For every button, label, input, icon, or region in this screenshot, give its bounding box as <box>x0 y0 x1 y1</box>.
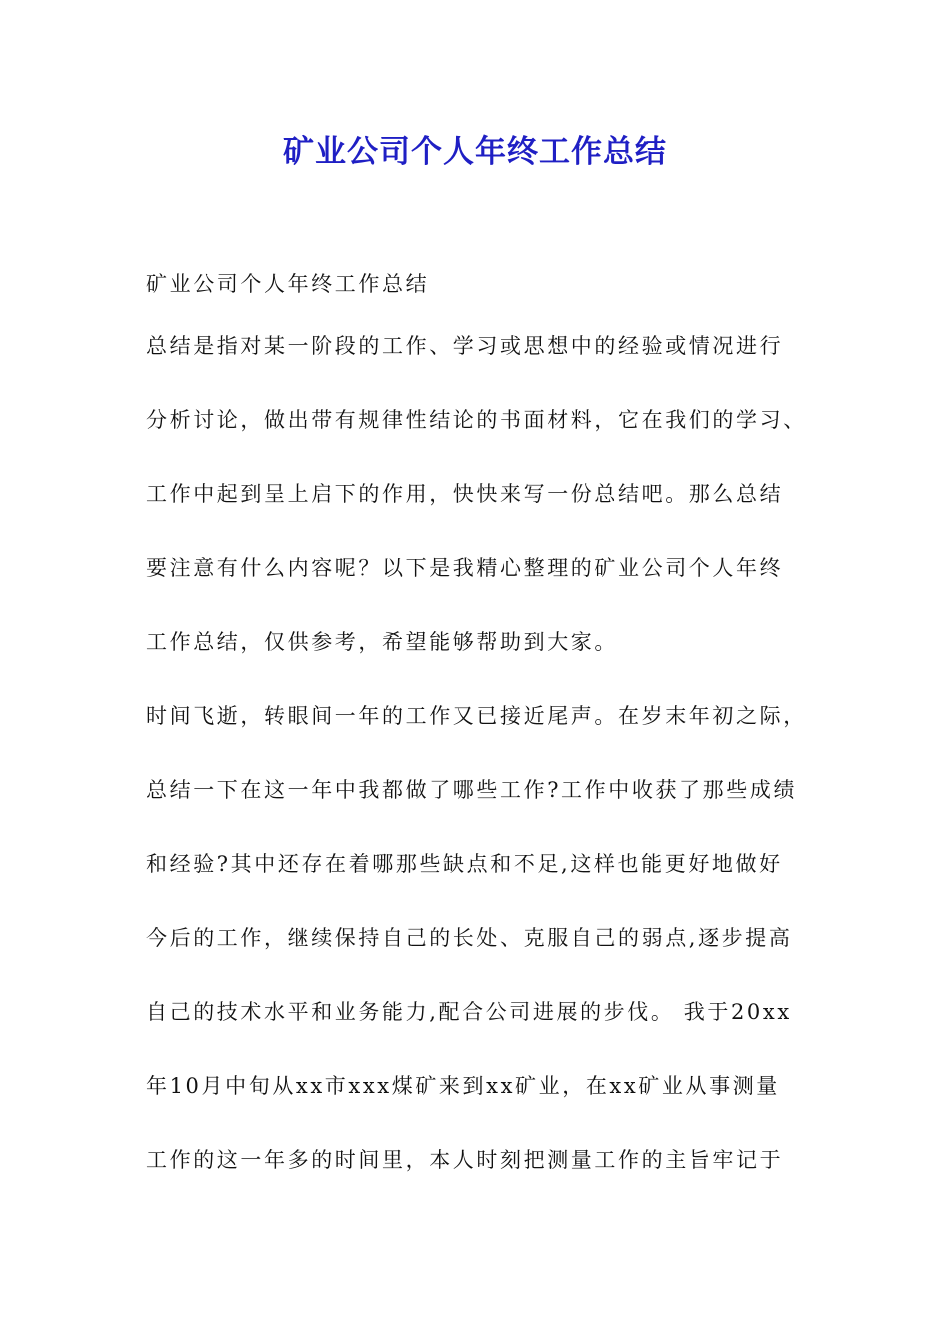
body-line: 年10月中旬从xx市xxx煤矿来到xx矿业，在xx矿业从事测量 <box>146 1074 780 1098</box>
body-line: 今后的工作，继续保持自己的长处、克服自己的弱点,逐步提高 <box>146 926 793 950</box>
document-title: 矿业公司个人年终工作总结 <box>283 134 667 170</box>
body-line: 时间飞逝，转眼间一年的工作又已接近尾声。在岁末年初之际， <box>146 704 807 728</box>
body-line: 工作的这一年多的时间里，本人时刻把测量工作的主旨牢记于 <box>146 1148 784 1172</box>
document-body <box>146 262 816 1212</box>
body-line: 工作总结，仅供参考，希望能够帮助到大家。 <box>146 630 618 654</box>
body-line: 工作中起到呈上启下的作用，快快来写一份总结吧。那么总结 <box>146 482 784 506</box>
body-line: 总结一下在这一年中我都做了哪些工作?工作中收获了那些成绩 <box>146 778 798 802</box>
body-line: 自己的技术水平和业务能力,配合公司进展的步伐。 我于20xx <box>146 1000 792 1024</box>
body-line: 分析讨论，做出带有规律性结论的书面材料，它在我们的学习、 <box>146 408 807 432</box>
body-subtitle-line: 矿业公司个人年终工作总结 <box>146 272 430 296</box>
body-line: 总结是指对某一阶段的工作、学习或思想中的经验或情况进行 <box>146 334 784 358</box>
body-line: 要注意有什么内容呢？以下是我精心整理的矿业公司个人年终 <box>146 556 784 580</box>
body-line: 和经验?其中还存在着哪那些缺点和不足,这样也能更好地做好 <box>146 852 783 876</box>
